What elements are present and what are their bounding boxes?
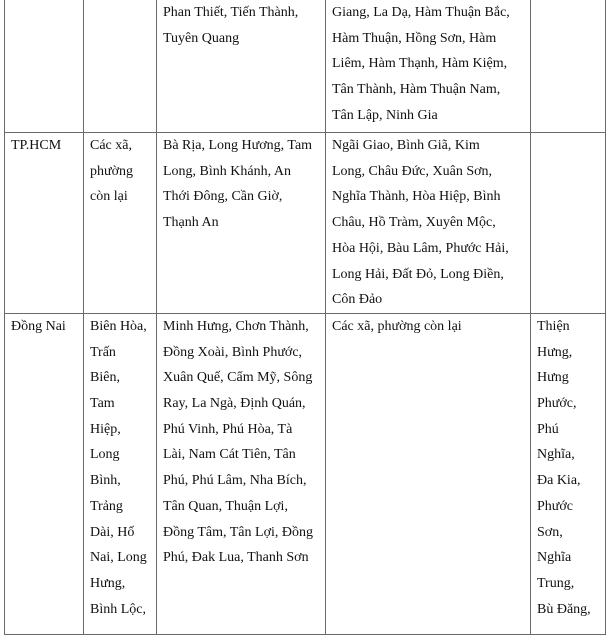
cell-line: Trung, bbox=[537, 575, 575, 591]
cell-line: Phú Vinh, Phú Hòa, Tà bbox=[163, 421, 293, 437]
table-row bbox=[5, 0, 606, 133]
cell-line: Lài, Nam Cát Tiên, Tân bbox=[163, 447, 296, 463]
extra-cell bbox=[531, 313, 606, 634]
cell-line: Phước, bbox=[537, 396, 577, 412]
cell-line: Long bbox=[90, 447, 120, 463]
cell-line: Long, Châu Đức, Xuân Sơn, bbox=[332, 163, 493, 179]
extra-cell bbox=[531, 133, 606, 314]
table-row bbox=[5, 313, 606, 634]
cell-line: Nghĩa, bbox=[537, 447, 575, 463]
cell-line: Minh Hưng, Chơn Thành, bbox=[163, 318, 309, 334]
cell-line: Trảng bbox=[90, 498, 123, 514]
cell-line: Liêm, Hàm Thạnh, Hàm Kiệm, bbox=[332, 56, 508, 72]
cell-line: Thạnh An bbox=[163, 215, 219, 231]
cell-line: Ray, La Ngà, Định Quán, bbox=[163, 396, 306, 412]
cell-line: Ngãi Giao, Bình Giã, Kim bbox=[332, 138, 480, 153]
cell-line: Hưng bbox=[537, 370, 569, 386]
cell-line: Bình Lộc, bbox=[90, 601, 146, 617]
cell-line: Nai, Long bbox=[90, 550, 147, 566]
cell-line: Dài, Hố bbox=[90, 524, 135, 540]
province-cell: TP.HCM bbox=[5, 133, 84, 314]
unit-cell bbox=[84, 133, 157, 314]
communes-cell bbox=[326, 0, 531, 133]
wards-cell bbox=[157, 313, 326, 634]
cell-line: Tân Lập, Ninh Gia bbox=[332, 107, 438, 123]
unit-cell bbox=[84, 0, 157, 133]
cell-line: Đồng Tâm, Tân Lợi, Đồng bbox=[163, 524, 313, 540]
wards-cell bbox=[157, 0, 326, 133]
cell-line: Đa Kia, bbox=[537, 473, 581, 489]
cell-line: Giang, La Dạ, Hàm Thuận Bắc, bbox=[332, 5, 510, 20]
cell-line: Tam bbox=[90, 396, 115, 412]
cell-line: Sơn, bbox=[537, 524, 563, 540]
cell-line: Các xã, bbox=[90, 138, 132, 153]
cell-line: Phú bbox=[537, 421, 559, 437]
cell-line: Các xã, phường còn lại bbox=[332, 318, 462, 334]
cell-line: Hiệp, bbox=[90, 421, 121, 437]
cell-line: Châu, Hồ Tràm, Xuyên Mộc, bbox=[332, 215, 496, 231]
cell-line: Bà Rịa, Long Hương, Tam bbox=[163, 138, 313, 153]
cell-line: Tuyên Quang bbox=[163, 30, 240, 46]
cell-line: Nghĩa Thành, Hòa Hiệp, Bình bbox=[332, 189, 501, 205]
cell-line: Tân Quan, Thuận Lợi, bbox=[163, 498, 288, 514]
cell-line: Nghĩa bbox=[537, 550, 572, 566]
cell-line: Đồng Xoài, Bình Phước, bbox=[163, 344, 303, 360]
cell-line: Biên, bbox=[90, 370, 120, 386]
cell-line: Long, Bình Khánh, An bbox=[163, 163, 291, 179]
cell-line: Hòa Hội, Bàu Lâm, Phước Hải, bbox=[332, 240, 509, 256]
cell-line: Xuân Quế, Cẩm Mỹ, Sông bbox=[163, 370, 313, 386]
province-cell: Đồng Nai bbox=[5, 313, 84, 634]
wards-cell bbox=[157, 133, 326, 314]
cell-line: Bình, bbox=[90, 473, 121, 489]
cell-line: Phú, Phú Lâm, Nha Bích, bbox=[163, 473, 307, 489]
cell-line: Hàm Thuận, Hồng Sơn, Hàm bbox=[332, 30, 497, 46]
cell-line: Phước bbox=[537, 498, 573, 514]
communes-cell bbox=[326, 133, 531, 314]
communes-cell bbox=[326, 313, 531, 634]
cell-line: Phú, Đak Lua, Thanh Sơn bbox=[163, 550, 309, 566]
cell-line: Long Hải, Đất Đỏ, Long Điền, bbox=[332, 266, 504, 282]
cell-line: Thiện bbox=[537, 318, 570, 334]
cell-line: Côn Đảo bbox=[332, 292, 383, 308]
cell-line: còn lại bbox=[90, 189, 128, 205]
cell-line: Bù Đăng, bbox=[537, 601, 591, 617]
cell-line: Thới Đông, Cần Giờ, bbox=[163, 189, 283, 205]
table-row bbox=[5, 133, 606, 314]
cell-line: Biên Hòa, bbox=[90, 318, 147, 334]
cell-line: Tân Thành, Hàm Thuận Nam, bbox=[332, 82, 501, 98]
cell-line: phường bbox=[90, 163, 133, 179]
cell-line: Trấn bbox=[90, 344, 116, 360]
province-table bbox=[4, 0, 606, 635]
cell-line: Hưng, bbox=[90, 575, 126, 591]
unit-cell bbox=[84, 313, 157, 634]
cell-line: Phan Thiết, Tiến Thành, bbox=[163, 5, 299, 20]
cell-line: Hưng, bbox=[537, 344, 573, 360]
province-cell bbox=[5, 0, 84, 133]
extra-cell bbox=[531, 0, 606, 133]
